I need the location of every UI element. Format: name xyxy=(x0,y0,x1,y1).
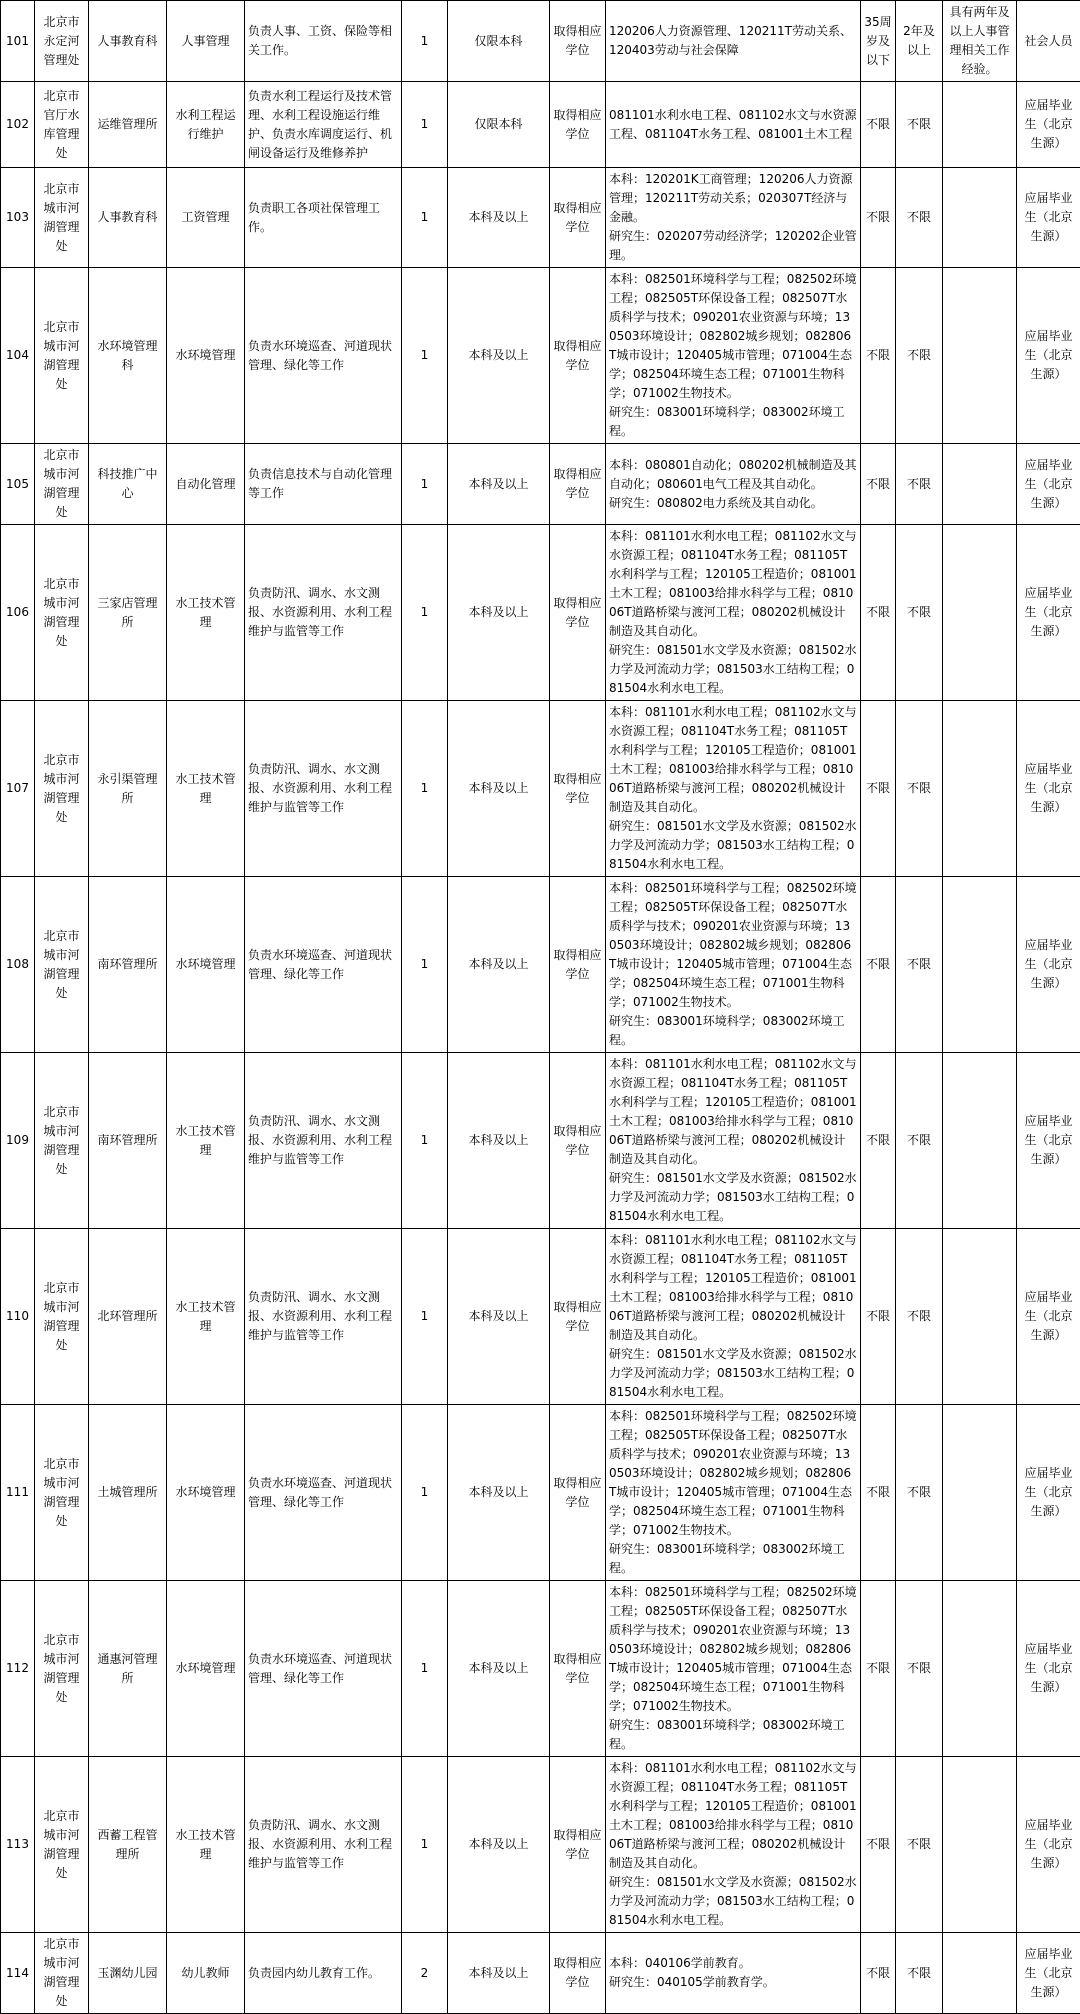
cell-unit: 北京市官厅水库管理处 xyxy=(35,82,89,168)
cell-position: 水环境管理 xyxy=(167,877,245,1053)
cell-unit: 北京市城市河湖管理处 xyxy=(35,1229,89,1405)
cell-degree: 取得相应学位 xyxy=(550,701,606,877)
cell-other-requirement xyxy=(943,525,1017,701)
cell-duty: 负责防汛、调水、水文测报、水资源利用、水利工程维护与监管等工作 xyxy=(245,1229,402,1405)
cell-age: 不限 xyxy=(861,1757,896,1933)
cell-duty: 负责防汛、调水、水文测报、水资源利用、水利工程维护与监管等工作 xyxy=(245,701,402,877)
cell-unit: 北京市城市河湖管理处 xyxy=(35,1405,89,1581)
cell-position: 水工技术管理 xyxy=(167,1229,245,1405)
table-row xyxy=(1,1053,1080,1229)
table-row xyxy=(1,1933,1080,2014)
cell-major xyxy=(606,1933,861,2014)
cell-duty: 负责水环境巡查、河道现状管理、绿化等工作 xyxy=(245,1405,402,1581)
cell-degree: 取得相应学位 xyxy=(550,1405,606,1581)
cell-department: 三家店管理所 xyxy=(89,525,167,701)
cell-unit: 北京市城市河湖管理处 xyxy=(35,268,89,444)
cell-source: 应届毕业生（北京生源） xyxy=(1017,82,1080,168)
cell-education: 本科及以上 xyxy=(448,1933,550,2014)
cell-other-requirement xyxy=(943,168,1017,268)
major-line: 本科：082501环境科学与工程；082502环境工程；082505T环保设备工程；082507T水质科学与技术；090201农业资源与环境；130503环境设计；082802城乡规划；082806T城市设计；120405城市管理；071004生态学；082504环境生态工程；071001生物科学；071002生物技术。 xyxy=(609,1407,857,1540)
major-line: 研究生：083001环境科学；083002环境工程。 xyxy=(609,1540,857,1578)
major-line: 本科：081101水利水电工程；081102水文与水资源工程；081104T水务工程；081105T水利科学与工程；120105工程造价；081001土木工程；081003给排水科学与工程；081006T道路桥梁与渡河工程；080202机械设计制造及其自动化。 xyxy=(609,1759,857,1873)
table-row xyxy=(1,877,1080,1053)
cell-education: 本科及以上 xyxy=(448,268,550,444)
cell-experience: 不限 xyxy=(896,701,943,877)
cell-number: 108 xyxy=(1,877,35,1053)
cell-major xyxy=(606,1581,861,1757)
cell-education: 本科及以上 xyxy=(448,1757,550,1933)
cell-unit: 北京市城市河湖管理处 xyxy=(35,525,89,701)
cell-source: 应届毕业生（北京生源） xyxy=(1017,1405,1080,1581)
cell-experience: 不限 xyxy=(896,168,943,268)
cell-experience: 不限 xyxy=(896,1933,943,2014)
cell-other-requirement xyxy=(943,1053,1017,1229)
cell-other-requirement xyxy=(943,701,1017,877)
cell-unit: 北京市城市河湖管理处 xyxy=(35,1933,89,2014)
cell-position: 人事管理 xyxy=(167,1,245,82)
major-line: 研究生：040105学前教育学。 xyxy=(609,1973,857,1992)
major-line: 研究生：081501水文学及水资源；081502水力学及河流动力学；081503水工结构工程；081504水利水电工程。 xyxy=(609,1345,857,1402)
cell-experience: 不限 xyxy=(896,82,943,168)
cell-major xyxy=(606,444,861,525)
cell-age: 不限 xyxy=(861,1053,896,1229)
table-row xyxy=(1,444,1080,525)
cell-department: 科技推广中心 xyxy=(89,444,167,525)
cell-other-requirement xyxy=(943,1933,1017,2014)
cell-position: 自动化管理 xyxy=(167,444,245,525)
cell-position: 水工技术管理 xyxy=(167,701,245,877)
cell-source: 应届毕业生（北京生源） xyxy=(1017,1581,1080,1757)
cell-other-requirement xyxy=(943,1581,1017,1757)
cell-other-requirement xyxy=(943,444,1017,525)
major-line: 本科：080801自动化；080202机械制造及其自动化；080601电气工程及其自动化。 xyxy=(609,456,857,494)
cell-major xyxy=(606,525,861,701)
cell-education: 仅限本科 xyxy=(448,82,550,168)
cell-other-requirement: 具有两年及以上人事管理相关工作经验。 xyxy=(943,1,1017,82)
cell-number: 105 xyxy=(1,444,35,525)
cell-education: 本科及以上 xyxy=(448,1229,550,1405)
cell-department: 玉渊幼儿园 xyxy=(89,1933,167,2014)
cell-degree: 取得相应学位 xyxy=(550,168,606,268)
cell-number: 111 xyxy=(1,1405,35,1581)
cell-duty: 负责职工各项社保管理工作。 xyxy=(245,168,402,268)
cell-position: 水利工程运行维护 xyxy=(167,82,245,168)
cell-degree: 取得相应学位 xyxy=(550,1,606,82)
cell-unit: 北京市城市河湖管理处 xyxy=(35,1053,89,1229)
table-row xyxy=(1,525,1080,701)
cell-headcount: 1 xyxy=(402,701,448,877)
cell-unit: 北京市城市河湖管理处 xyxy=(35,444,89,525)
cell-source: 应届毕业生（北京生源） xyxy=(1017,1229,1080,1405)
cell-number: 106 xyxy=(1,525,35,701)
cell-degree: 取得相应学位 xyxy=(550,268,606,444)
cell-department: 人事教育科 xyxy=(89,168,167,268)
cell-age: 不限 xyxy=(861,525,896,701)
cell-department: 运维管理所 xyxy=(89,82,167,168)
cell-number: 101 xyxy=(1,1,35,82)
major-line: 本科：081101水利水电工程；081102水文与水资源工程；081104T水务工程；081105T水利科学与工程；120105工程造价；081001土木工程；081003给排水科学与工程；081006T道路桥梁与渡河工程；080202机械设计制造及其自动化。 xyxy=(609,1231,857,1345)
cell-source: 应届毕业生（北京生源） xyxy=(1017,168,1080,268)
table-row xyxy=(1,168,1080,268)
cell-number: 109 xyxy=(1,1053,35,1229)
cell-degree: 取得相应学位 xyxy=(550,1053,606,1229)
cell-number: 102 xyxy=(1,82,35,168)
cell-number: 104 xyxy=(1,268,35,444)
cell-age: 不限 xyxy=(861,444,896,525)
cell-other-requirement xyxy=(943,1757,1017,1933)
major-line: 本科：081101水利水电工程；081102水文与水资源工程；081104T水务工程；081105T水利科学与工程；120105工程造价；081001土木工程；081003给排水科学与工程；081006T道路桥梁与渡河工程；080202机械设计制造及其自动化。 xyxy=(609,1055,857,1169)
table-row xyxy=(1,1,1080,82)
cell-duty: 负责防汛、调水、水文测报、水资源利用、水利工程维护与监管等工作 xyxy=(245,1053,402,1229)
cell-headcount: 1 xyxy=(402,168,448,268)
cell-source: 应届毕业生（北京生源） xyxy=(1017,1933,1080,2014)
major-line: 本科：040106学前教育。 xyxy=(609,1954,857,1973)
cell-unit: 北京市永定河管理处 xyxy=(35,1,89,82)
cell-other-requirement xyxy=(943,1229,1017,1405)
cell-age: 不限 xyxy=(861,268,896,444)
cell-headcount: 1 xyxy=(402,1757,448,1933)
cell-source: 应届毕业生（北京生源） xyxy=(1017,1757,1080,1933)
cell-education: 本科及以上 xyxy=(448,1405,550,1581)
major-line: 研究生：083001环境科学；083002环境工程。 xyxy=(609,403,857,441)
cell-headcount: 2 xyxy=(402,1933,448,2014)
cell-department: 水环境管理科 xyxy=(89,268,167,444)
cell-number: 110 xyxy=(1,1229,35,1405)
cell-position: 水环境管理 xyxy=(167,268,245,444)
cell-age: 不限 xyxy=(861,1581,896,1757)
cell-age: 35周岁及以下 xyxy=(861,1,896,82)
major-line: 研究生：081501水文学及水资源；081502水力学及河流动力学；081503水工结构工程；081504水利水电工程。 xyxy=(609,1873,857,1930)
cell-department: 南环管理所 xyxy=(89,1053,167,1229)
cell-source: 应届毕业生（北京生源） xyxy=(1017,877,1080,1053)
cell-other-requirement xyxy=(943,82,1017,168)
table-row xyxy=(1,268,1080,444)
cell-duty: 负责水环境巡查、河道现状管理、绿化等工作 xyxy=(245,877,402,1053)
cell-headcount: 1 xyxy=(402,1229,448,1405)
cell-degree: 取得相应学位 xyxy=(550,1229,606,1405)
cell-major xyxy=(606,1757,861,1933)
table-row xyxy=(1,1229,1080,1405)
cell-duty: 负责水环境巡查、河道现状管理、绿化等工作 xyxy=(245,268,402,444)
cell-education: 本科及以上 xyxy=(448,168,550,268)
cell-unit: 北京市城市河湖管理处 xyxy=(35,701,89,877)
cell-other-requirement xyxy=(943,1405,1017,1581)
cell-number: 103 xyxy=(1,168,35,268)
cell-department: 西蓄工程管理所 xyxy=(89,1757,167,1933)
table-row xyxy=(1,82,1080,168)
cell-degree: 取得相应学位 xyxy=(550,1757,606,1933)
cell-department: 通惠河管理所 xyxy=(89,1581,167,1757)
major-line: 120206人力资源管理、120211T劳动关系、120403劳动与社会保障 xyxy=(609,22,857,60)
cell-major xyxy=(606,82,861,168)
cell-department: 土城管理所 xyxy=(89,1405,167,1581)
cell-age: 不限 xyxy=(861,168,896,268)
cell-other-requirement xyxy=(943,877,1017,1053)
cell-major xyxy=(606,701,861,877)
cell-headcount: 1 xyxy=(402,877,448,1053)
cell-experience: 不限 xyxy=(896,1053,943,1229)
cell-number: 112 xyxy=(1,1581,35,1757)
major-line: 本科：081101水利水电工程；081102水文与水资源工程；081104T水务工程；081105T水利科学与工程；120105工程造价；081001土木工程；081003给排水科学与工程；081006T道路桥梁与渡河工程；080202机械设计制造及其自动化。 xyxy=(609,527,857,641)
cell-unit: 北京市城市河湖管理处 xyxy=(35,168,89,268)
cell-degree: 取得相应学位 xyxy=(550,1933,606,2014)
cell-major xyxy=(606,1229,861,1405)
cell-degree: 取得相应学位 xyxy=(550,82,606,168)
cell-position: 水环境管理 xyxy=(167,1581,245,1757)
cell-position: 水工技术管理 xyxy=(167,1053,245,1229)
cell-experience: 不限 xyxy=(896,525,943,701)
cell-age: 不限 xyxy=(861,1229,896,1405)
cell-other-requirement xyxy=(943,268,1017,444)
major-line: 本科：120201K工商管理；120206人力资源管理；120211T劳动关系；020307T经济与金融。 xyxy=(609,170,857,227)
major-line: 研究生：081501水文学及水资源；081502水力学及河流动力学；081503水工结构工程；081504水利水电工程。 xyxy=(609,641,857,698)
cell-source: 应届毕业生（北京生源） xyxy=(1017,1053,1080,1229)
cell-headcount: 1 xyxy=(402,1581,448,1757)
cell-experience: 不限 xyxy=(896,877,943,1053)
cell-degree: 取得相应学位 xyxy=(550,444,606,525)
cell-headcount: 1 xyxy=(402,1053,448,1229)
cell-source: 应届毕业生（北京生源） xyxy=(1017,268,1080,444)
cell-education: 本科及以上 xyxy=(448,525,550,701)
cell-unit: 北京市城市河湖管理处 xyxy=(35,1581,89,1757)
cell-experience: 2年及以上 xyxy=(896,1,943,82)
cell-department: 人事教育科 xyxy=(89,1,167,82)
cell-headcount: 1 xyxy=(402,268,448,444)
cell-duty: 负责人事、工资、保险等相关工作。 xyxy=(245,1,402,82)
cell-degree: 取得相应学位 xyxy=(550,1581,606,1757)
cell-duty: 负责防汛、调水、水文测报、水资源利用、水利工程维护与监管等工作 xyxy=(245,525,402,701)
cell-major xyxy=(606,268,861,444)
cell-number: 107 xyxy=(1,701,35,877)
cell-number: 114 xyxy=(1,1933,35,2014)
cell-headcount: 1 xyxy=(402,444,448,525)
table-body xyxy=(1,1,1080,2014)
cell-experience: 不限 xyxy=(896,1757,943,1933)
major-line: 081101水利水电工程、081102水文与水资源工程、081104T水务工程、081001土木工程 xyxy=(609,106,857,144)
cell-age: 不限 xyxy=(861,877,896,1053)
cell-headcount: 1 xyxy=(402,1,448,82)
cell-education: 本科及以上 xyxy=(448,444,550,525)
major-line: 研究生：020207劳动经济学；120202企业管理。 xyxy=(609,227,857,265)
cell-position: 水工技术管理 xyxy=(167,1757,245,1933)
major-line: 研究生：081501水文学及水资源；081502水力学及河流动力学；081503水工结构工程；081504水利水电工程。 xyxy=(609,817,857,874)
cell-duty: 负责水利工程运行及技术管理、水利工程设施运行维护、负责水库调度运行、机闸设备运行及维修养护 xyxy=(245,82,402,168)
cell-number: 113 xyxy=(1,1757,35,1933)
cell-position: 幼儿教师 xyxy=(167,1933,245,2014)
cell-duty: 负责水环境巡查、河道现状管理、绿化等工作 xyxy=(245,1581,402,1757)
cell-age: 不限 xyxy=(861,82,896,168)
cell-department: 南环管理所 xyxy=(89,877,167,1053)
cell-department: 永引渠管理所 xyxy=(89,701,167,877)
cell-position: 工资管理 xyxy=(167,168,245,268)
cell-education: 本科及以上 xyxy=(448,1581,550,1757)
cell-headcount: 1 xyxy=(402,525,448,701)
cell-degree: 取得相应学位 xyxy=(550,525,606,701)
cell-duty: 负责信息技术与自动化管理等工作 xyxy=(245,444,402,525)
cell-duty: 负责防汛、调水、水文测报、水资源利用、水利工程维护与监管等工作 xyxy=(245,1757,402,1933)
cell-experience: 不限 xyxy=(896,1581,943,1757)
cell-unit: 北京市城市河湖管理处 xyxy=(35,1757,89,1933)
cell-degree: 取得相应学位 xyxy=(550,877,606,1053)
cell-headcount: 1 xyxy=(402,82,448,168)
cell-age: 不限 xyxy=(861,1933,896,2014)
cell-duty: 负责园内幼儿教育工作。 xyxy=(245,1933,402,2014)
cell-experience: 不限 xyxy=(896,268,943,444)
major-line: 本科：081101水利水电工程；081102水文与水资源工程；081104T水务工程；081105T水利科学与工程；120105工程造价；081001土木工程；081003给排水科学与工程；081006T道路桥梁与渡河工程；080202机械设计制造及其自动化。 xyxy=(609,703,857,817)
table-row xyxy=(1,1405,1080,1581)
cell-unit: 北京市城市河湖管理处 xyxy=(35,877,89,1053)
cell-major xyxy=(606,1053,861,1229)
cell-experience: 不限 xyxy=(896,1405,943,1581)
cell-education: 本科及以上 xyxy=(448,1053,550,1229)
cell-major xyxy=(606,877,861,1053)
cell-position: 水工技术管理 xyxy=(167,525,245,701)
table-row xyxy=(1,1757,1080,1933)
cell-experience: 不限 xyxy=(896,444,943,525)
cell-department: 北环管理所 xyxy=(89,1229,167,1405)
cell-major xyxy=(606,1,861,82)
major-line: 研究生：083001环境科学；083002环境工程。 xyxy=(609,1716,857,1754)
cell-source: 社会人员 xyxy=(1017,1,1080,82)
major-line: 本科：082501环境科学与工程；082502环境工程；082505T环保设备工程；082507T水质科学与技术；090201农业资源与环境；130503环境设计；082802城乡规划；082806T城市设计；120405城市管理；071004生态学；082504环境生态工程；071001生物科学；071002生物技术。 xyxy=(609,879,857,1012)
cell-source: 应届毕业生（北京生源） xyxy=(1017,701,1080,877)
cell-source: 应届毕业生（北京生源） xyxy=(1017,525,1080,701)
cell-experience: 不限 xyxy=(896,1229,943,1405)
cell-age: 不限 xyxy=(861,701,896,877)
cell-education: 本科及以上 xyxy=(448,877,550,1053)
major-line: 研究生：083001环境科学；083002环境工程。 xyxy=(609,1012,857,1050)
cell-major xyxy=(606,168,861,268)
table-row xyxy=(1,701,1080,877)
major-line: 研究生：080802电力系统及其自动化。 xyxy=(609,494,857,513)
cell-education: 本科及以上 xyxy=(448,701,550,877)
cell-age: 不限 xyxy=(861,1405,896,1581)
cell-position: 水环境管理 xyxy=(167,1405,245,1581)
major-line: 本科：082501环境科学与工程；082502环境工程；082505T环保设备工程；082507T水质科学与技术；090201农业资源与环境；130503环境设计；082802城乡规划；082806T城市设计；120405城市管理；071004生态学；082504环境生态工程；071001生物科学；071002生物技术。 xyxy=(609,270,857,403)
major-line: 研究生：081501水文学及水资源；081502水力学及河流动力学；081503水工结构工程；081504水利水电工程。 xyxy=(609,1169,857,1226)
major-line: 本科：082501环境科学与工程；082502环境工程；082505T环保设备工程；082507T水质科学与技术；090201农业资源与环境；130503环境设计；082802城乡规划；082806T城市设计；120405城市管理；071004生态学；082504环境生态工程；071001生物科学；071002生物技术。 xyxy=(609,1583,857,1716)
table-row xyxy=(1,1581,1080,1757)
cell-headcount: 1 xyxy=(402,1405,448,1581)
cell-education: 仅限本科 xyxy=(448,1,550,82)
cell-source: 应届毕业生（北京生源） xyxy=(1017,444,1080,525)
cell-major xyxy=(606,1405,861,1581)
